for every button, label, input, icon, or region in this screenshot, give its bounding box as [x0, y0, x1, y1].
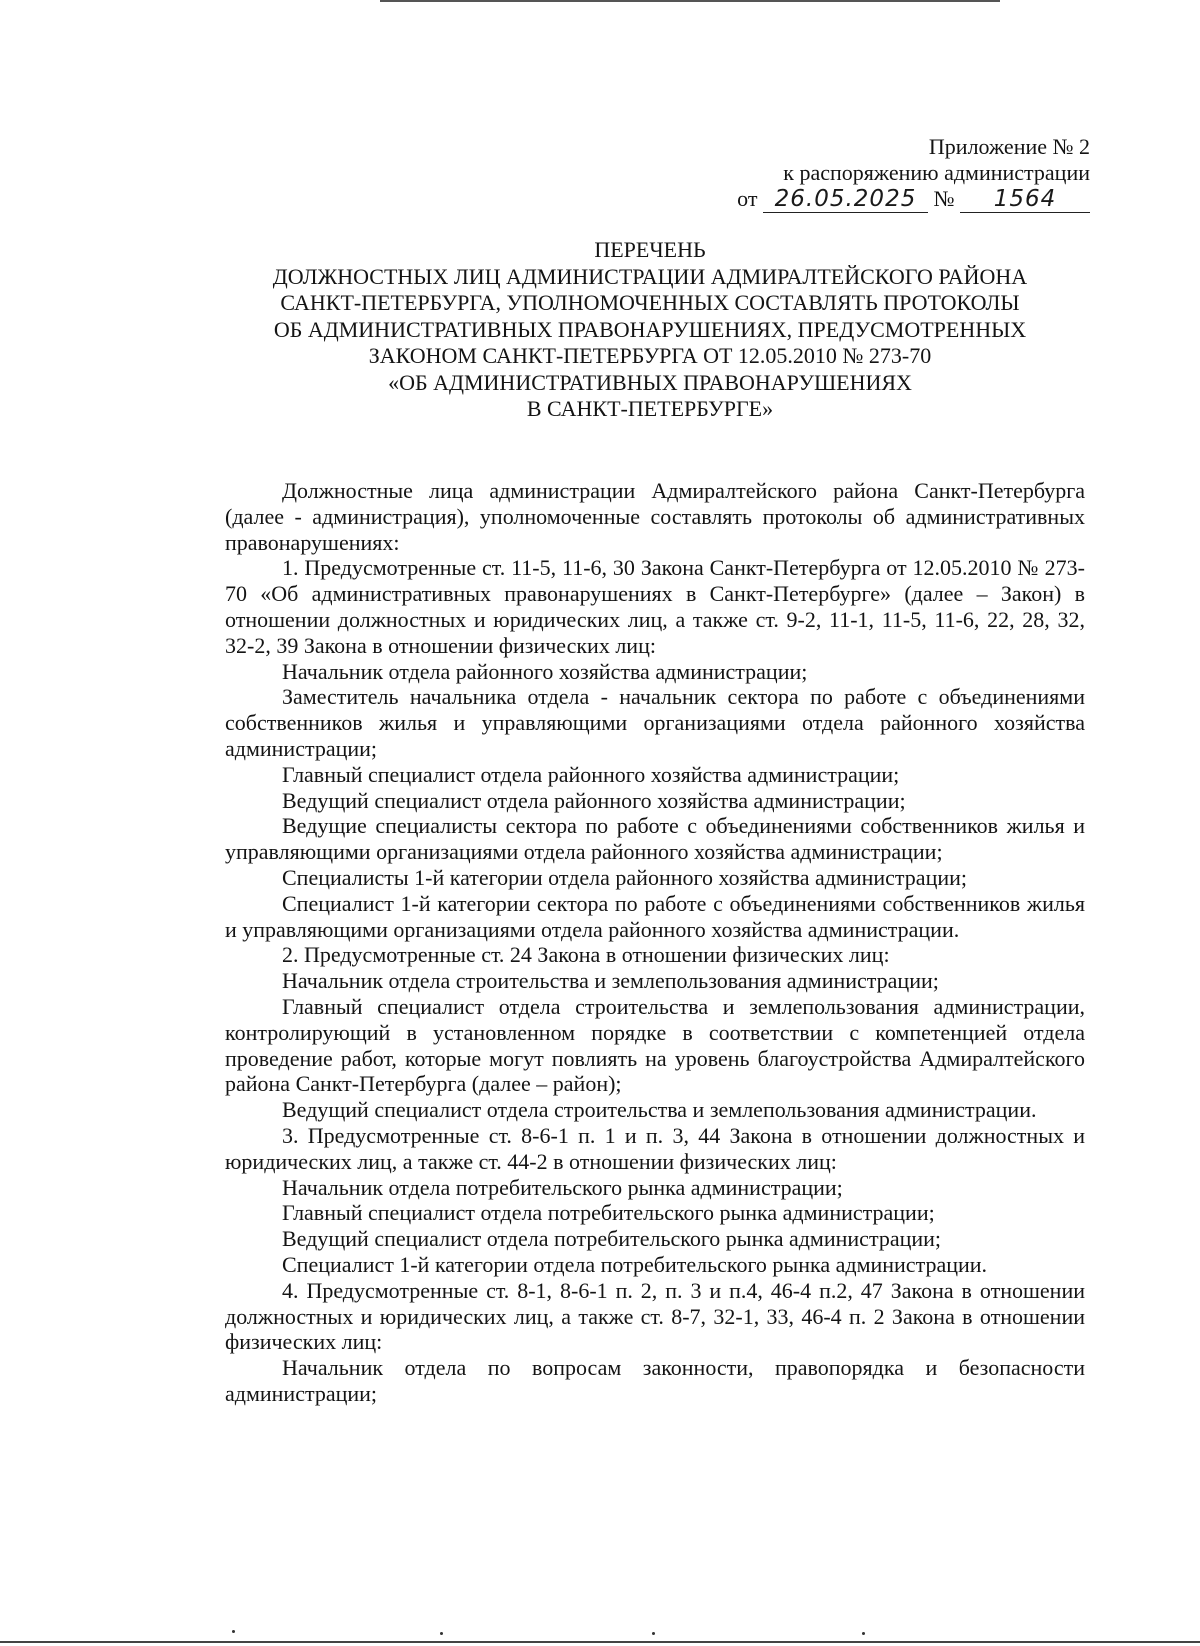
intro-paragraph: Должностные лица администрации Адмиралтейского района Санкт-Петербурга (далее - администрация), уполномоченные составлять протоколы об административных правонарушениях:: [225, 478, 1085, 555]
list-item: Начальник отдела по вопросам законности, правопорядка и безопасности администрации;: [225, 1355, 1085, 1406]
number-field: [960, 186, 1090, 213]
handwritten-date: 26.05.2025: [774, 186, 917, 212]
scan-speck: [440, 1632, 443, 1635]
section-3-heading: 3. Предусмотренные ст. 8-6-1 п. 1 и п. 3, 44 Закона в отношении должностных и юридических лиц, а также ст. 44-2 в отношении физических лиц:: [225, 1122, 1085, 1174]
title-line: ОБ АДМИНИСТРАТИВНЫХ ПРАВОНАРУШЕНИЯХ, ПРЕДУСМОТРЕННЫХ: [273, 316, 1027, 342]
section-1-heading: 1. Предусмотренные ст. 11-5, 11-6, 30 Закона Санкт-Петербурга от 12.05.2010 № 273-70 «Об административных правонарушениях в Санкт-Петербурге» (далее – Закон) в отношении должностных и юридических лиц, а также ст. 9-2, 11-1, 11-5, 11-6, 22, 28, 32, 32-2, 39 Закона в отношении физических лиц:: [225, 555, 1085, 658]
list-item: Заместитель начальника отдела - начальник сектора по работе с объединениями собственников жилья и управляющими организациями отдела районного хозяйства администрации;: [225, 684, 1085, 761]
list-item: Ведущий специалист отдела потребительского рынка администрации;: [282, 1226, 942, 1252]
date-number-line: [737, 186, 1090, 213]
title-line: ЗАКОНОМ САНКТ-ПЕТЕРБУРГА ОТ 12.05.2010 № 273-70: [368, 343, 932, 368]
document-title: [210, 237, 1090, 423]
section-2-heading: 2. Предусмотренные ст. 24 Закона в отношении физических лиц:: [282, 942, 890, 968]
list-item: Начальник отдела строительства и землепользования администрации;: [282, 968, 939, 994]
date-field: [763, 186, 928, 213]
list-item: Специалист 1-й категории отдела потребительского рынка администрации.: [282, 1251, 988, 1277]
list-item: Начальник отдела районного хозяйства администрации;: [282, 658, 808, 684]
date-prefix: от: [737, 186, 758, 211]
scan-border-top: [380, 0, 1000, 2]
title-line: «ОБ АДМИНИСТРАТИВНЫХ ПРАВОНАРУШЕНИЯХ: [388, 369, 912, 395]
list-item: Ведущий специалист отдела районного хозяйства администрации;: [282, 787, 906, 813]
scan-speck: [652, 1632, 655, 1635]
list-item: Ведущий специалист отдела строительства и землепользования администрации.: [282, 1097, 1037, 1123]
list-item: Специалисты 1-й категории отдела районного хозяйства администрации;: [282, 864, 968, 890]
order-reference: к распоряжению администрации: [783, 160, 1090, 185]
handwritten-number: 1564: [993, 186, 1057, 212]
section-4-heading: 4. Предусмотренные ст. 8-1, 8-6-1 п. 2, п. 3 и п.4, 46-4 п.2, 47 Закона в отношении должностных и юридических лиц, а также ст. 8-7, 32-1, 33, 46-4 п. 2 Закона в отношении физических лиц:: [225, 1277, 1085, 1355]
appendix-line: Приложение № 2: [928, 134, 1090, 159]
scan-speck: [862, 1632, 865, 1635]
appendix-header: [737, 134, 1090, 213]
list-item: Специалист 1-й категории сектора по работе с объединениями собственников жилья и управляющими организациями отдела районного хозяйства администрации.: [225, 890, 1085, 942]
title-line: САНКТ-ПЕТЕРБУРГА, УПОЛНОМОЧЕННЫХ СОСТАВЛЯТЬ ПРОТОКОЛЫ: [280, 290, 1020, 315]
list-item: Главный специалист отдела строительства и землепользования администрации, контролирующий в установленном порядке в соответствии с компетенцией отдела проведение работ, которые могут повлиять на уровень благоустройства Адмиралтейского района Санкт-Петербурга (далее – район);: [225, 993, 1085, 1097]
title-line: ПЕРЕЧЕНЬ: [594, 237, 706, 262]
title-line: В САНКТ-ПЕТЕРБУРГЕ»: [526, 396, 774, 421]
scan-speck: [232, 1630, 235, 1633]
title-line: ДОЛЖНОСТНЫХ ЛИЦ АДМИНИСТРАЦИИ АДМИРАЛТЕЙСКОГО РАЙОНА: [272, 263, 1028, 289]
list-item: Начальник отдела потребительского рынка администрации;: [282, 1174, 843, 1200]
list-item: Главный специалист отдела потребительского рынка администрации;: [282, 1200, 935, 1226]
scan-border-bottom: [0, 1641, 1200, 1643]
list-item: Главный специалист отдела районного хозяйства администрации;: [282, 761, 900, 787]
document-body: [225, 478, 1085, 1407]
list-item: Ведущие специалисты сектора по работе с объединениями собственников жилья и управляющими организациями отдела районного хозяйства администрации;: [225, 813, 1085, 865]
number-sign: №: [933, 186, 955, 211]
